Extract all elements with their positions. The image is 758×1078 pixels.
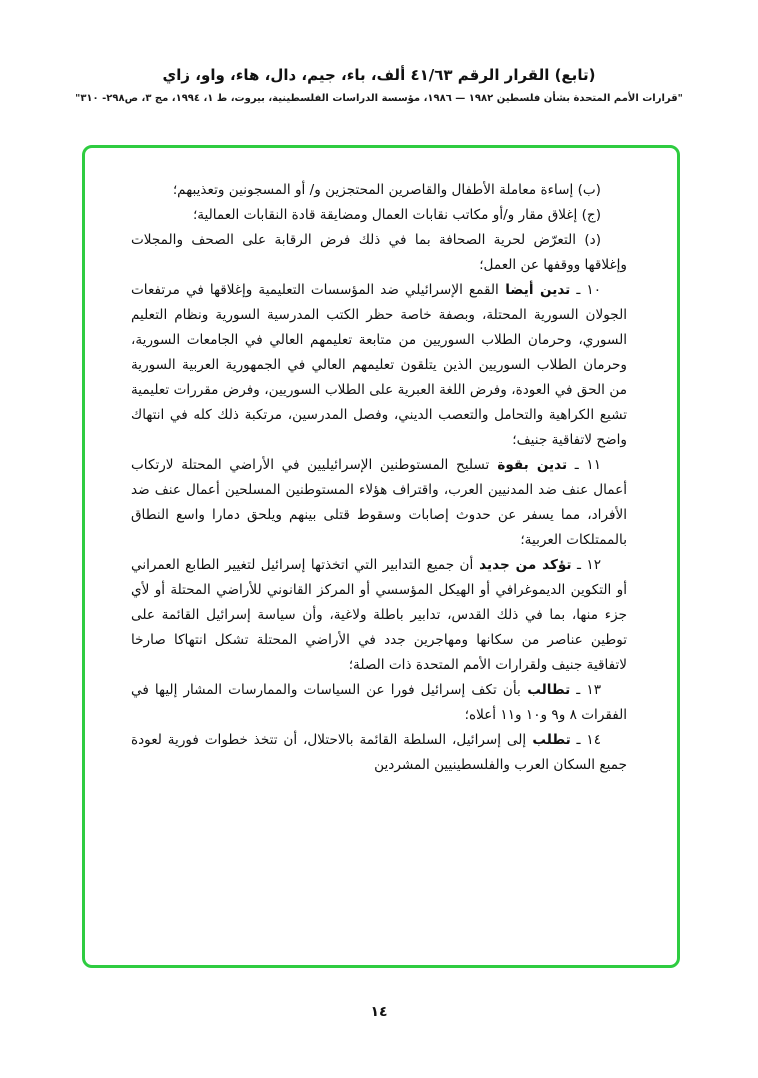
paragraph-marker: ١٢ ـ [571,557,601,573]
resolution-paragraph: (ج) إغلاق مقار و/أو مكاتب نقابات العمال ومضايقة قادة النقابات العمالية؛ [192,207,601,223]
paragraph-lead-bold: تدين بقوة [489,457,568,473]
resolution-paragraph: ١١ ـ تدين بقوة تسليح المستوطنين الإسرائيليين في الأراضي المحتلة لارتكاب أعمال عنف ضد المدنيين العرب، واقتراف هؤلاء المستوطنين المسلحين أعمال عنف ضد الأفراد، مما يسفر عن حدوث إصابات وسقوط قتلى بينهم ويلحق دمارا واسع النطاق بالممتلكات العربية؛ [131,457,627,548]
document-title: (تابع) القرار الرقم ٤١/٦٣ ألف، باء، جيم، دال، هاء، واو، زاي [162,66,596,84]
paragraph-marker: (ب) [573,182,601,198]
page-number: ١٤ [370,1004,388,1020]
resolution-paragraph: ١٠ ـ تدين أيضا القمع الإسرائيلي ضد المؤسسات التعليمية وإغلاقها في مرتفعات الجولان السورية المحتلة، وبصفة خاصة حظر الكتب المدرسية السورية ونظام التعليم السوري، وحرمان الطلاب السوريين من متابعة تعليمهم العالي في الجامعات السورية، وحرمان الطلاب السوريين الذين يتلقون تعليمهم العالي في الجمهورية العربية السورية من الحق في العودة، وفرض اللغة العبرية على الطلاب السوريين، وفرض مقررات تعليمية تشيع الكراهية والتحامل والتعصب الديني، وفصل المدرسين، مرتكبة ذلك كله في انتهاك واضح لاتفاقية جنيف؛ [131,282,627,448]
paragraph-lead-bold: تطالب [520,682,571,698]
resolution-paragraph: ١٢ ـ تؤكد من جديد أن جميع التدابير التي اتخذتها إسرائيل لتغيير الطابع العمراني أو التكوين الديموغرافي أو الهيكل المؤسسي أو المركز القانوني للأراضي المحتلة أو لأي جزء منها، بما في ذلك القدس، تدابير باطلة ولاغية، وأن سياسة إسرائيل القائمة على توطين عناصر من سكانها ومهاجرين جدد في الأراضي المحتلة تشكل انتهاكا صارخا لاتفاقية جنيف ولقرارات الأمم المتحدة ذات الصلة؛ [131,557,627,673]
paragraph-marker: ١٣ ـ [570,682,601,698]
paragraph-marker: (ج) [577,207,601,223]
resolution-paragraph: (ب) إساءة معاملة الأطفال والقاصرين المحتجزين و/ أو المسجونين وتعذيبهم؛ [172,182,601,198]
paragraph-lead-bold: تدين أيضا [498,282,571,298]
paragraph-marker: ١١ ـ [567,457,602,473]
paragraph-lead-bold: تؤكد من جديد [473,557,572,573]
paragraph-marker: (د) [576,232,601,248]
content-frame [82,145,680,968]
resolution-paragraph: ١٣ ـ تطالب بأن تكف إسرائيل فورا عن السياسات والممارسات المشار إليها في الفقرات ٨ و٩ و١٠ و١١ أعلاه؛ [131,682,627,723]
resolution-text [85,148,677,778]
paragraph-lead-bold: تطلب [526,732,571,748]
document-header [0,66,758,104]
resolution-paragraph: ١٤ ـ تطلب إلى إسرائيل، السلطة القائمة بالاحتلال، أن تتخذ خطوات فورية لعودة جميع السكان العرب والفلسطينيين المشردين [131,732,627,773]
resolution-paragraph: (د) التعرّض لحرية الصحافة بما في ذلك فرض الرقابة على الصحف والمجلات وإغلاقها ووقفها عن العمل؛ [131,232,627,273]
paragraph-marker: ١٤ ـ [570,732,602,748]
paragraph-marker: ١٠ ـ [570,282,601,298]
source-citation: "قرارات الأمم المتحدة بشأن فلسطين ١٩٨٢ — ١٩٨٦، مؤسسة الدراسات الفلسطينية، بيروت، ط ١، ١٩٩٤، مج ٣، ص٢٩٨- ٣١٠" [75,93,683,104]
